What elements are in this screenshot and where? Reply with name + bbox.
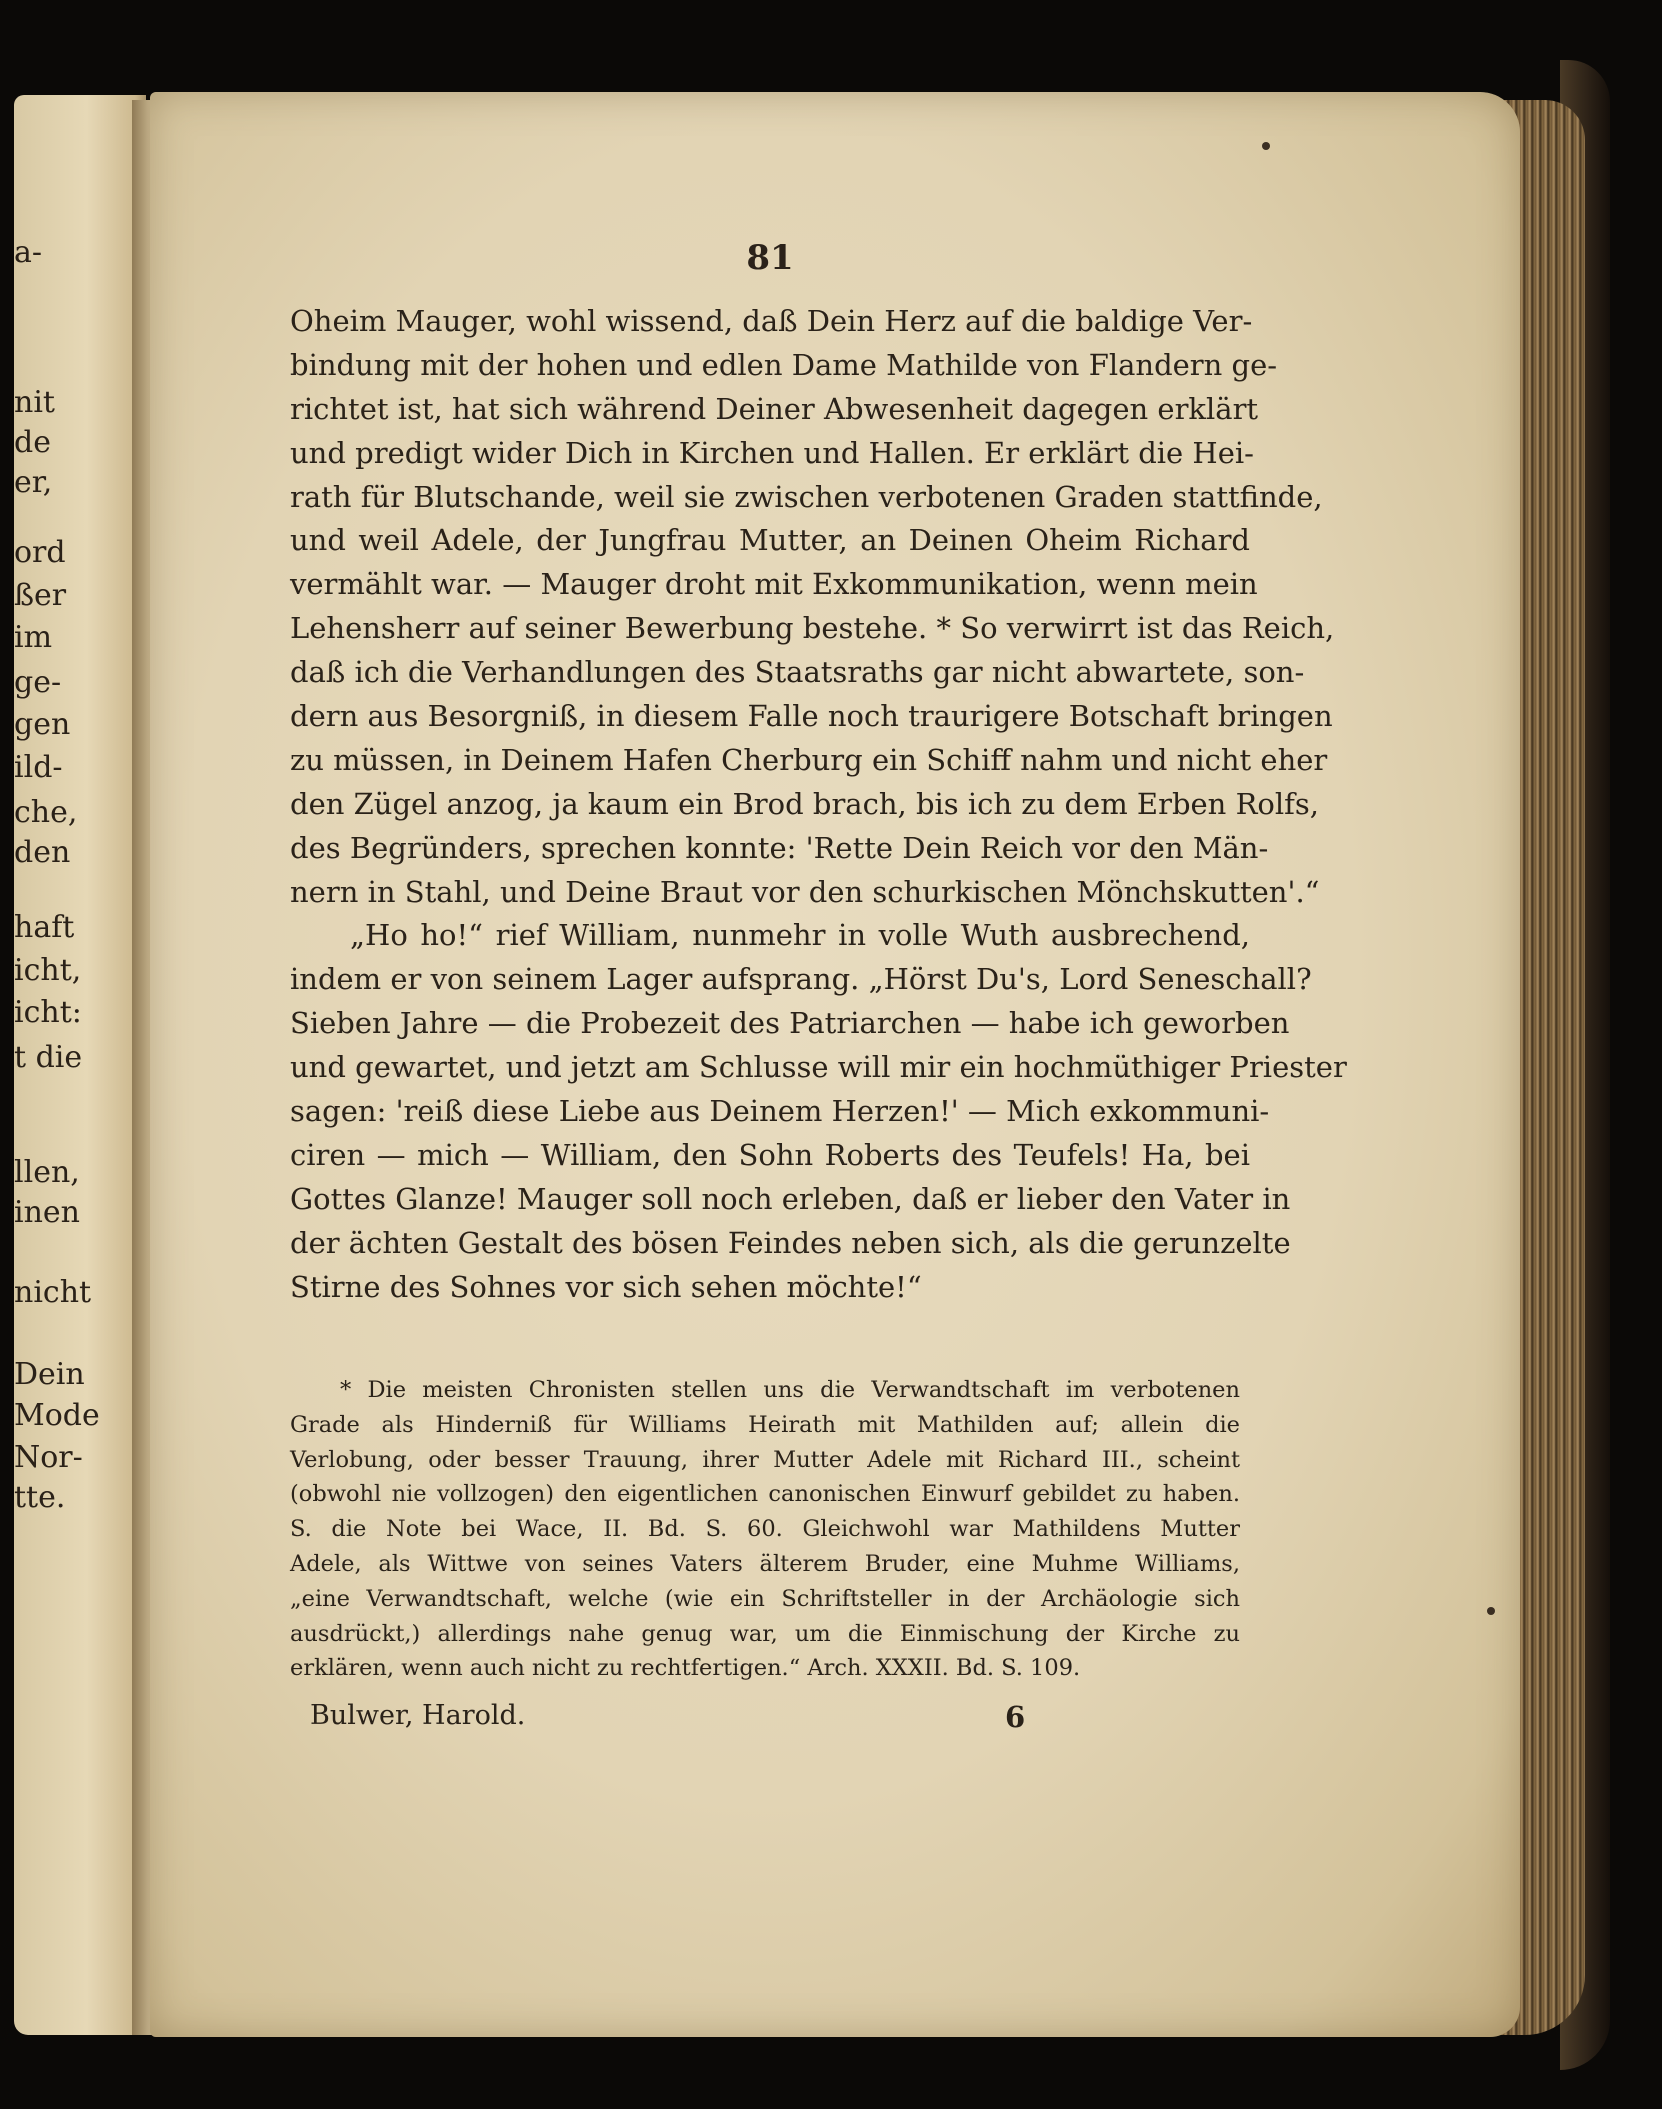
left-page-fragment: den (14, 835, 71, 870)
footnote-line: S. die Note bei Wace, II. Bd. S. 60. Gleichwohl war Mathildens Mutter (290, 1516, 1240, 1543)
text-line: vermählt war. — Mauger droht mit Exkommunikation, wenn mein (290, 567, 1258, 602)
footnote-line: erklären, wenn auch nicht zu rechtfertigen.“ Arch. XXXII. Bd. S. 109. (290, 1655, 1081, 1682)
left-page-fragment: tte. (14, 1480, 66, 1515)
left-page-fragment: nit (14, 385, 55, 420)
left-page-fragment: gen (14, 707, 71, 742)
body-text (290, 300, 1347, 1309)
signature-author-title: Bulwer, Harold. (310, 1700, 526, 1731)
text-line: nern in Stahl, und Deine Braut vor den schurkischen Mönchskutten'.“ (290, 874, 1320, 909)
text-line: rath für Blutschande, weil sie zwischen verbotenen Graden stattfinde, (290, 479, 1323, 514)
left-page-fragment: Dein (14, 1357, 85, 1392)
text-line: den Zügel anzog, ja kaum ein Brod brach, bis ich zu dem Erben Rolfs, (290, 786, 1319, 821)
left-page-fragment: ge- (14, 665, 62, 700)
text-line: Gottes Glanze! Mauger soll noch erleben, daß er lieber den Vater in (290, 1181, 1291, 1216)
footnote-line: Adele, als Wittwe von seines Vaters älterem Bruder, eine Muhme Williams, (290, 1550, 1240, 1577)
text-line: sagen: 'reiß diese Liebe aus Deinem Herzen!' — Mich exkommuni- (290, 1094, 1270, 1129)
footnote-line: „eine Verwandtschaft, welche (wie ein Schriftsteller in der Archäologie sich (290, 1585, 1240, 1612)
page-number: 81 (746, 238, 794, 278)
left-page-fragment: Mode (14, 1398, 100, 1433)
left-page-fragment: haft (14, 910, 75, 945)
text-line: dern aus Besorgniß, in diesem Falle noch traurigere Botschaft bringen (290, 699, 1333, 734)
left-page-fragment: inen (14, 1195, 80, 1230)
text-line: des Begründers, sprechen konnte: 'Rette Dein Reich vor den Män- (290, 830, 1269, 865)
text-line: bindung mit der hohen und edlen Dame Mathilde von Flandern ge- (290, 347, 1278, 382)
left-page-fragment: llen, (14, 1155, 80, 1190)
text-line: Lehensherr auf seiner Bewerbung bestehe. * So verwirrt ist das Reich, (290, 611, 1335, 646)
text-line: Sieben Jahre — die Probezeit des Patriarchen — habe ich geworben (290, 1006, 1290, 1041)
paper-speck (1487, 1607, 1495, 1615)
left-page-fragment: a- (14, 235, 43, 270)
footnote-line: Grade als Hinderniß für Williams Heirath mit Mathilden auf; allein die (290, 1411, 1240, 1438)
text-line: Oheim Mauger, wohl wissend, daß Dein Herz auf die baldige Ver- (290, 304, 1253, 338)
text-line: und predigt wider Dich in Kirchen und Hallen. Er erklärt die Hei- (290, 435, 1254, 470)
signature-sheet-number: 6 (1005, 1700, 1026, 1734)
left-page-fragment: ßer (14, 578, 67, 613)
text-line: richtet ist, hat sich während Deiner Abwesenheit dagegen erklärt (290, 391, 1259, 426)
footnote-line: ausdrückt,) allerdings nahe genug war, um die Einmischung der Kirche zu (290, 1620, 1240, 1647)
left-page-fragment: im (14, 620, 53, 655)
paper-speck (1262, 142, 1270, 150)
left-page-fragment: che, (14, 795, 78, 830)
left-page-fragment: ild- (14, 750, 63, 785)
left-page (14, 95, 146, 2035)
text-line: ciren — mich — William, den Sohn Roberts des Teufels! Ha, bei (290, 1137, 1250, 1172)
text-line: und weil Adele, der Jungfrau Mutter, an Deinen Oheim Richard (290, 523, 1250, 558)
text-line: indem er von seinem Lager aufsprang. „Hörst Du's, Lord Seneschall? (290, 962, 1312, 997)
footnote-line: Verlobung, oder besser Trauung, ihrer Mutter Adele mit Richard III., scheint (290, 1446, 1240, 1473)
footnote (290, 1373, 1240, 1686)
text-line: zu müssen, in Deinem Hafen Cherburg ein Schiff nahm und nicht eher (290, 742, 1328, 777)
footnote-line: (obwohl nie vollzogen) den eigentlichen canonischen Einwurf gebildet zu haben. (290, 1481, 1240, 1508)
left-page-fragment: nicht (14, 1275, 92, 1310)
text-line: „Ho ho!“ rief William, nunmehr in volle Wuth ausbrechend, (350, 918, 1250, 953)
left-page-fragment: icht: (14, 995, 82, 1030)
left-page-fragment: de (14, 425, 51, 460)
text-line: daß ich die Verhandlungen des Staatsraths gar nicht abwartete, son- (290, 655, 1305, 690)
text-line: und gewartet, und jetzt am Schlusse will mir ein hochmüthiger Priester (290, 1050, 1347, 1085)
left-page-fragment: Nor- (14, 1440, 83, 1475)
text-line: der ächten Gestalt des bösen Feindes neben sich, als die gerunzelte (290, 1225, 1291, 1260)
footnote-line: * Die meisten Chronisten stellen uns die Verwandtschaft im verbotenen (340, 1377, 1240, 1403)
left-page-fragment: t die (14, 1040, 83, 1075)
text-line: Stirne des Sohnes vor sich sehen möchte!“ (290, 1269, 922, 1304)
left-page-fragment: icht, (14, 953, 82, 988)
left-page-fragment: er, (14, 465, 53, 500)
left-page-fragment: ord (14, 535, 66, 570)
